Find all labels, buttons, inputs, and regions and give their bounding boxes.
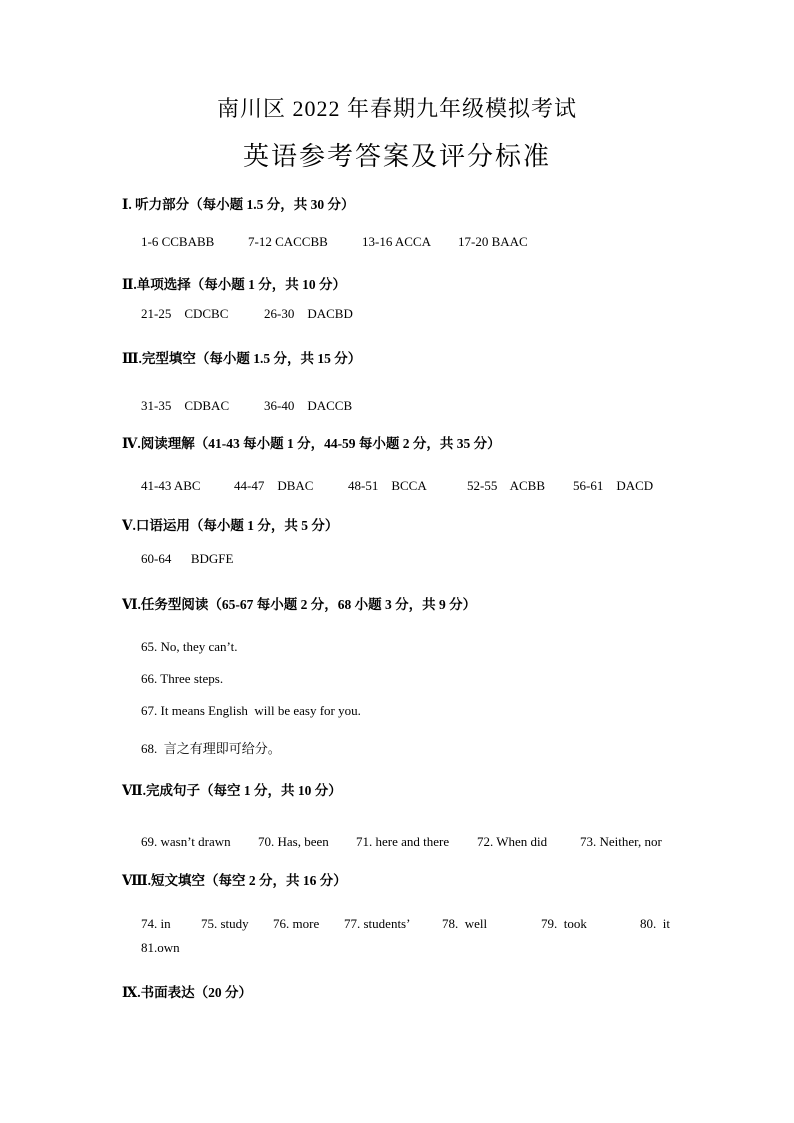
- answer-item: 80. it: [640, 916, 670, 931]
- section-8-heading: Ⅷ.短文填空（每空 2 分，共 16 分）: [122, 873, 347, 888]
- answer-item: 79. took: [541, 916, 587, 931]
- answer-item: 17-20 BAAC: [458, 234, 528, 249]
- answer-item: 65. No, they can’t.: [141, 639, 238, 654]
- section-5-heading: Ⅴ.口语运用（每小题 1 分，共 5 分）: [122, 518, 339, 533]
- section-6-heading: Ⅵ.任务型阅读（65-67 每小题 2 分，68 小题 3 分，共 9 分）: [122, 597, 477, 612]
- section-3-heading: Ⅲ.完型填空（每小题 1.5 分，共 15 分）: [122, 351, 362, 366]
- answer-item: 67. It means English will be easy for you.: [141, 703, 361, 718]
- section-2-heading: Ⅱ.单项选择（每小题 1 分，共 10 分）: [122, 277, 347, 292]
- exam-title: 南川区 2022 年春期九年级模拟考试: [216, 96, 577, 121]
- answer-item: 68. 言之有理即可给分。: [141, 741, 281, 756]
- answer-item: 72. When did: [477, 834, 548, 849]
- answer-item: 56-61 DACD: [573, 478, 654, 493]
- answer-item: 76. more: [273, 916, 320, 931]
- section-9-heading: Ⅸ.书面表达（20 分）: [122, 985, 252, 1000]
- answer-item: 36-40 DACCB: [264, 398, 353, 413]
- answer-item: 78. well: [442, 916, 488, 931]
- answer-item: 41-43 ABC: [141, 478, 201, 493]
- answer-item: 69. wasn’t drawn: [141, 834, 231, 849]
- answer-item: 81.own: [141, 940, 180, 955]
- answer-item: 75. study: [201, 916, 249, 931]
- answer-item: 60-64 BDGFE: [141, 551, 234, 566]
- answer-item: 44-47 DBAC: [234, 478, 314, 493]
- answer-key-title: 英语参考答案及评分标准: [242, 142, 551, 171]
- answer-item: 73. Neither, nor: [580, 834, 662, 849]
- answer-item: 77. students’: [344, 916, 411, 931]
- section-7-heading: Ⅶ.完成句子（每空 1 分，共 10 分）: [122, 783, 342, 798]
- section-4-heading: Ⅳ.阅读理解（41-43 每小题 1 分，44-59 每小题 2 分，共 35 分）: [122, 436, 501, 451]
- answer-item: 66. Three steps.: [141, 671, 224, 686]
- answer-item: 31-35 CDBAC: [141, 398, 230, 413]
- answer-item: 74. in: [141, 916, 171, 931]
- answer-item: 70. Has, been: [258, 834, 329, 849]
- answer-item: 21-25 CDCBC: [141, 306, 229, 321]
- answer-item: 48-51 BCCA: [348, 478, 427, 493]
- answer-item: 71. here and there: [356, 834, 450, 849]
- answer-item: 1-6 CCBABB: [141, 234, 215, 249]
- answer-item: 7-12 CACCBB: [248, 234, 328, 249]
- answer-item: 13-16 ACCA: [362, 234, 431, 249]
- section-1-heading: Ⅰ. 听力部分（每小题 1.5 分，共 30 分）: [122, 197, 355, 212]
- answer-item: 52-55 ACBB: [467, 478, 546, 493]
- answer-item: 26-30 DACBD: [264, 306, 353, 321]
